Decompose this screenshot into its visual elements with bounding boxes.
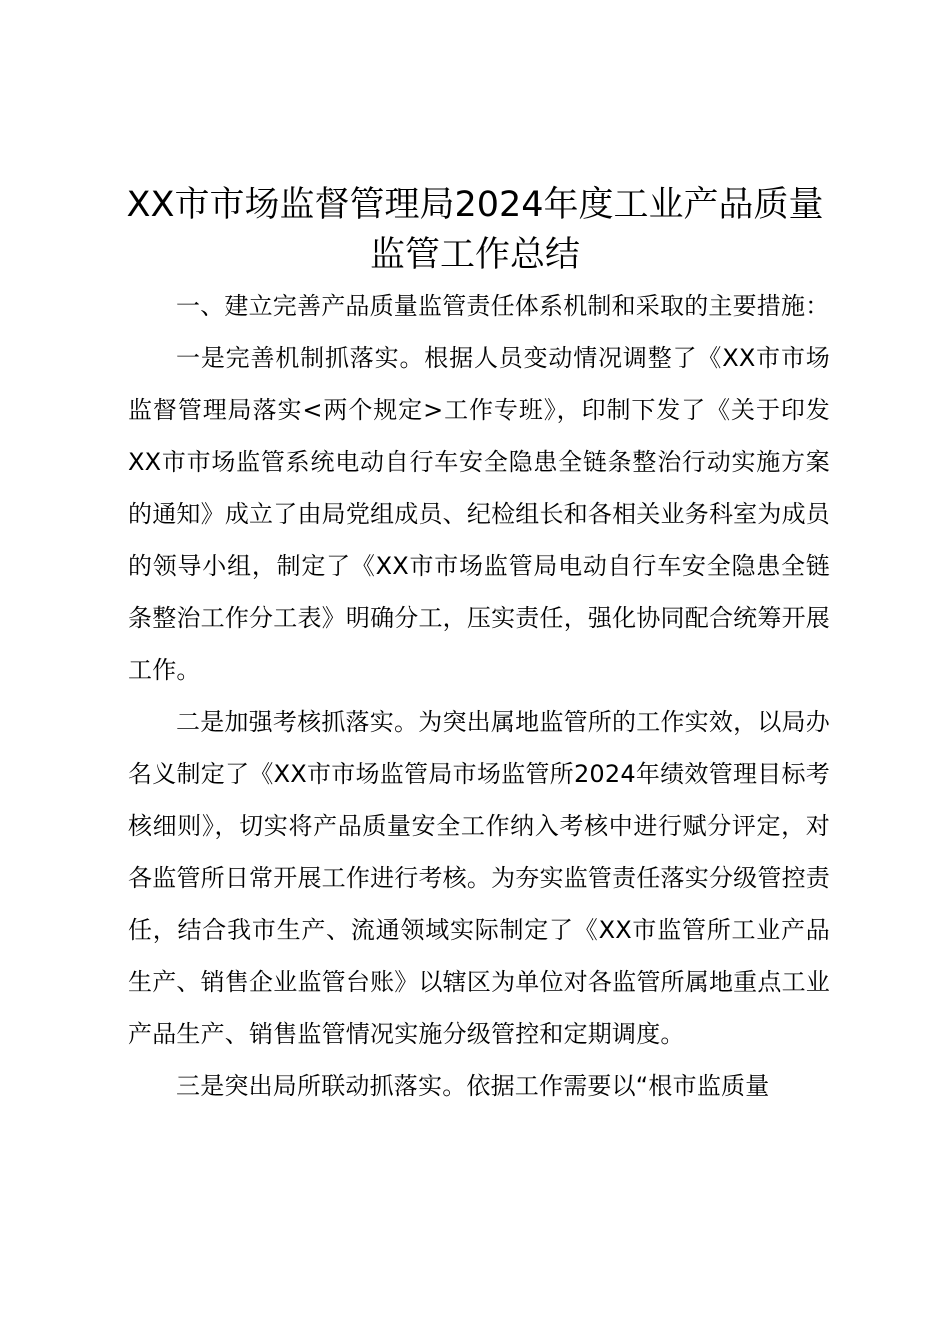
body-paragraph-2: 二是加强考核抓落实。为突出属地监管所的工作实效，以局办名义制定了《XX市市场监管局市场监管所2024年绩效管理目标考核细则》，切实将产品质量安全工作纳入考核中进行赋分评定，对各监管所日常开展工作进行考核。为夯实监管责任落实分级管控责任，结合我市生产、流通领域实际制定了《XX市监管所工业产品生产、销售企业监管台账》以辖区为单位对各监管所属地重点工业产品生产、销售监管情况实施分级管控和定期调度。 <box>128 708 830 1048</box>
document-title: XX市市场监督管理局2024年度工业产品质量监管工作总结 <box>126 185 824 275</box>
body-paragraph-1: 一是完善机制抓落实。根据人员变动情况调整了《XX市市场监督管理局落实<两个规定>工作专班》，印制下发了《关于印发XX市市场监管系统电动自行车安全隐患全链条整治行动实施方案的通知》成立了由局党组成员、纪检组长和各相关业务科室为成员的领导小组，制定了《XX市市场监管局电动自行车安全隐患全链条整治工作分工表》明确分工，压实责任，强化协同配合统筹开展工作。 <box>128 344 830 684</box>
body-paragraph-3: 三是突出局所联动抓落实。依据工作需要以“根市监质量 <box>176 1072 770 1100</box>
section-heading: 一、建立完善产品质量监管责任体系机制和采取的主要措施： <box>176 292 830 320</box>
document-body <box>128 280 830 1112</box>
